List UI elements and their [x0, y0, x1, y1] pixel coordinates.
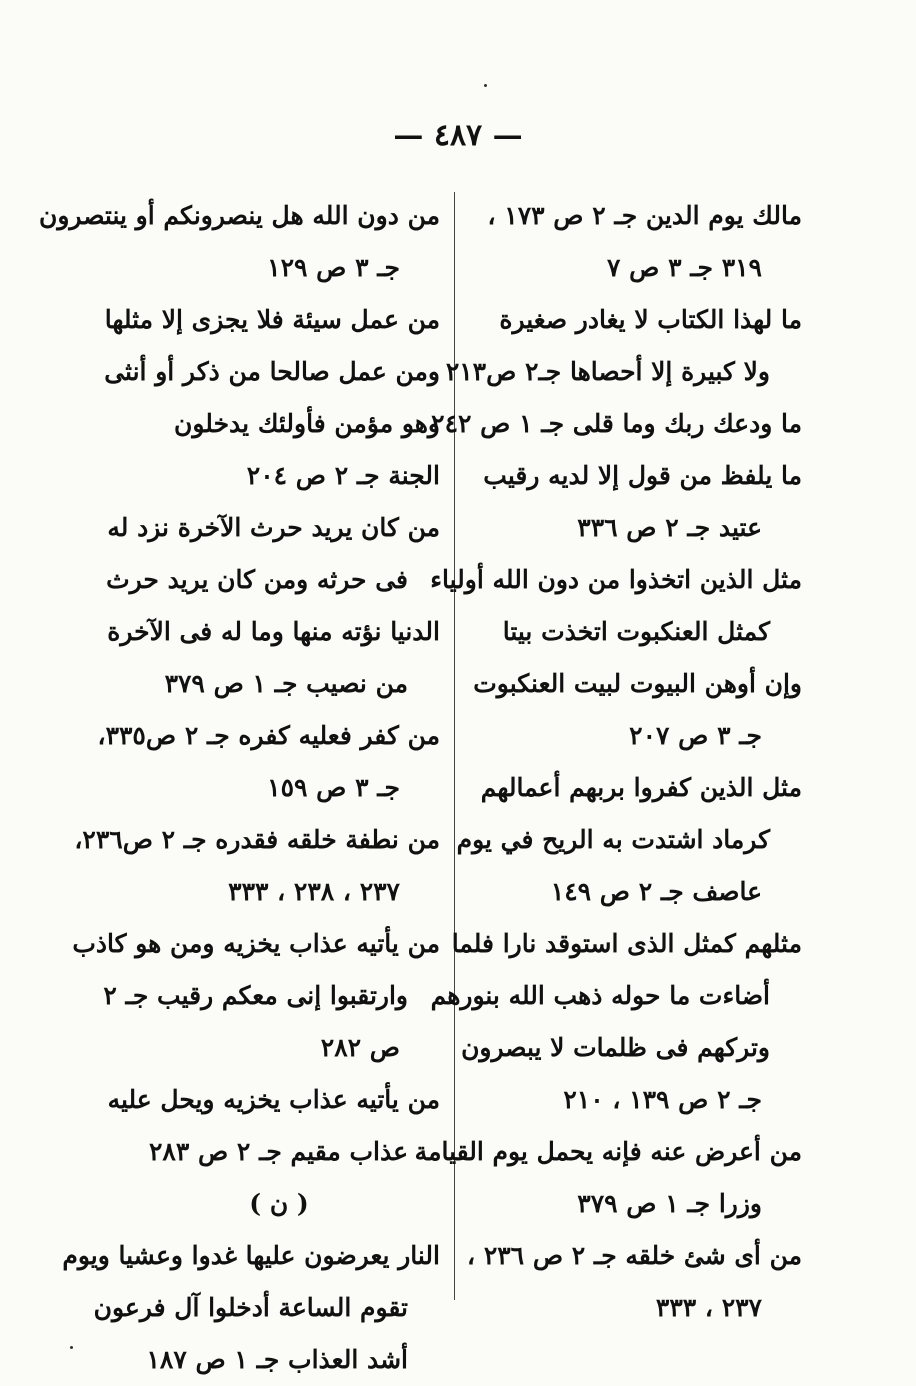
index-entry-line: وزرا جـ ١ ص ٣٧٩: [577, 1189, 762, 1218]
index-entry-line: الدنيا نؤته منها وما له فى الآخرة: [107, 617, 440, 646]
index-entry-line: جـ ٢ ص ١٣٩ ، ٢١٠: [563, 1085, 762, 1114]
print-speck: [70, 1346, 73, 1349]
index-entry-line: النار يعرضون عليها غدوا وعشيا ويوم: [62, 1241, 440, 1270]
index-entry-line: ما يلفظ من قول إلا لديه رقيب: [483, 461, 802, 490]
index-entry-line: من عمل سيئة فلا يجزى إلا مثلها: [104, 305, 440, 334]
index-entry-line: وارتقبوا إنى معكم رقيب جـ ٢: [103, 981, 408, 1010]
index-entry-line: ولا كبيرة إلا أحصاها جـ٢ ص٢١٣: [445, 357, 770, 386]
index-entry-line: فى حرثه ومن كان يريد حرث: [106, 565, 408, 594]
index-entry-line: ص ٢٨٢: [320, 1033, 400, 1062]
index-entry-line: مثل الذين كفروا بربهم أعمالهم: [480, 773, 802, 802]
index-entry-line: مثل الذين اتخذوا من دون الله أولياء: [430, 565, 802, 594]
index-entry-line: من دون الله هل ينصرونكم أو ينتصرون: [39, 201, 440, 230]
index-entry-line: من كان يريد حرث الآخرة نزد له: [107, 513, 440, 542]
index-entry-line: ما لهذا الكتاب لا يغادر صغيرة: [499, 305, 802, 334]
index-entry-line: تقوم الساعة أدخلوا آل فرعون: [93, 1293, 408, 1322]
index-entry-line: ٢٣٧ ، ٣٣٣: [655, 1293, 762, 1322]
index-column-right: [414, 190, 802, 1334]
index-entry-line: جـ ٣ ص ١٥٩: [267, 773, 400, 802]
index-entry-line: الجنة جـ ٢ ص ٢٠٤: [246, 461, 440, 490]
index-entry-line: من نصيب جـ ١ ص ٣٧٩: [164, 669, 408, 698]
index-entry-line: من يأتيه عذاب يخزيه ومن هو كاذب: [72, 929, 440, 958]
index-entry-line: وإن أوهن البيوت لبيت العنكبوت: [473, 669, 802, 698]
index-entry-line: وتركهم فى ظلمات لا يبصرون: [461, 1033, 770, 1062]
index-entry-line: عتيد جـ ٢ ص ٣٣٦: [577, 513, 762, 542]
index-entry-line: من يأتيه عذاب يخزيه ويحل عليه: [107, 1085, 440, 1114]
index-entry-line: جـ ٣ ص ١٢٩: [267, 253, 400, 282]
index-column-left: [39, 190, 440, 1386]
index-entry-line: مالك يوم الدين جـ ٢ ص ١٧٣ ،: [487, 201, 802, 230]
index-entry-line: عذاب مقيم جـ ٢ ص ٢٨٣: [148, 1137, 408, 1166]
index-entry-line: كرماد اشتدت به الريح في يوم: [456, 825, 770, 854]
index-entry-line: مثلهم كمثل الذى استوقد نارا فلما: [451, 929, 802, 958]
index-entry-line: ٣١٩ جـ ٣ ص ٧: [607, 253, 762, 282]
index-entry-line: جـ ٣ ص ٢٠٧: [629, 721, 762, 750]
index-entry-line: وهو مؤمن فأولئك يدخلون: [174, 409, 440, 438]
print-speck: [484, 84, 487, 87]
page-number: — ٤٨٧ —: [393, 118, 523, 153]
index-entry-line: من كفر فعليه كفره جـ ٢ ص٣٣٥،: [97, 721, 440, 750]
index-entry-line: كمثل العنكبوت اتخذت بيتا: [502, 617, 770, 646]
index-entry-line: ما ودعك ربك وما قلى جـ ١ ص ٢٤٢: [431, 409, 802, 438]
index-entry-line: أشد العذاب جـ ١ ص ١٨٧: [146, 1345, 408, 1374]
section-letter-heading: ( ن ): [249, 1189, 309, 1218]
index-entry-line: من أعرض عنه فإنه يحمل يوم القيامة: [414, 1137, 802, 1166]
index-entry-line: عاصف جـ ٢ ص ١٤٩: [550, 877, 762, 906]
index-entry-line: أضاءت ما حوله ذهب الله بنورهم: [430, 981, 770, 1010]
index-entry-line: من أى شئ خلقه جـ ٢ ص ٢٣٦ ،: [467, 1241, 802, 1270]
index-entry-line: ٢٣٧ ، ٢٣٨ ، ٣٣٣: [228, 877, 400, 906]
index-entry-line: من نطفة خلقه فقدره جـ ٢ ص٢٣٦،: [74, 825, 440, 854]
index-entry-line: ومن عمل صالحا من ذكر أو أنثى: [104, 357, 440, 386]
